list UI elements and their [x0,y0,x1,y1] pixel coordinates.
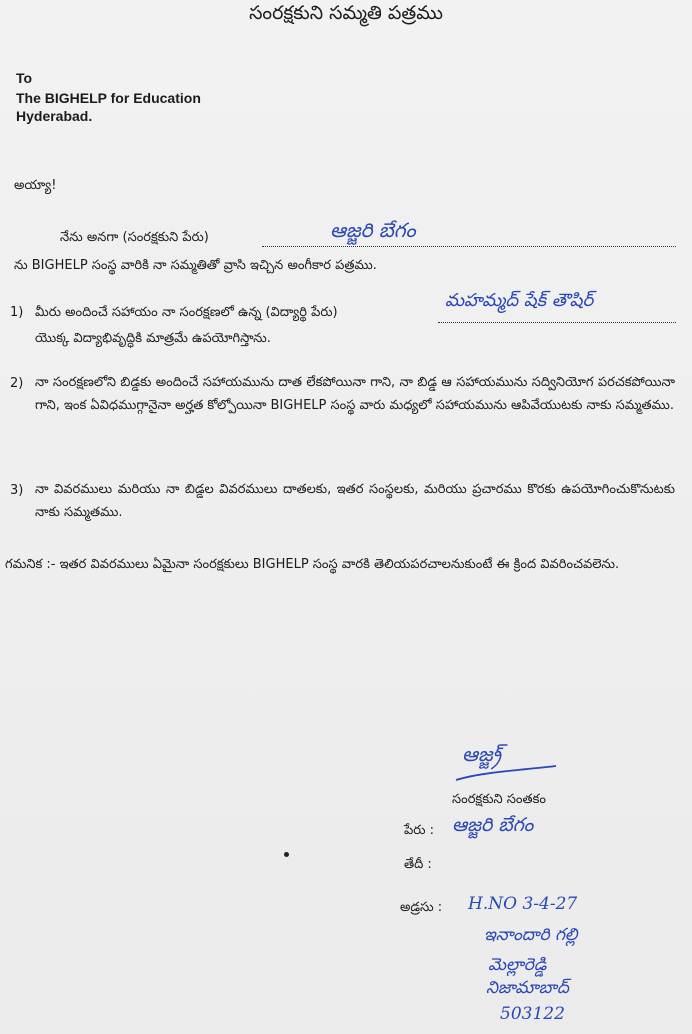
point-2-number: 2) [10,376,24,391]
guardian-name-handwritten: ఆజ్జరి బేగం [330,218,416,242]
address-line-1: H.NO 3-4-27 [468,894,578,914]
intro-line2: ను BIGHELP సంస్థ వారికి నా సమ్మతితో వ్రాసి ఇచ్చిన అంగీకార పత్రము. [14,258,377,273]
address-line-3: మెల్లారెడ్డి [488,955,547,975]
date-label: తేదీ : [404,857,432,872]
student-name-handwritten: మహమ్మద్ షేక్ తౌషిర్ [445,290,594,311]
address-line-4: నిజామాబాద్ [486,978,569,998]
guardian-signature: ఆజ్జ్ర్ [462,742,501,766]
ink-dot-mark [284,852,289,857]
name-value-handwritten: ఆజ్జరి బేగం [452,814,534,836]
note-text: గమనిక :- ఇతర వివరములు ఏమైనా సంరక్షకులు BIGHELP సంస్థ వారకి తెలియపరచాలనుకుంటే ఈ క్రింద వివరించవలెను. [5,557,620,572]
guardian-name-line [262,246,676,247]
signature-label: సంరక్షకుని సంతకం [452,792,546,807]
address-org: The BIGHELP for Education [16,90,201,106]
address-line-5: 503122 [500,1004,565,1024]
point-2-text: నా సంరక్షణలోని బిడ్డకు అందించే సహాయమును దాత లేకపోయినా గాని, నా బిడ్డ ఆ సహాయమును సద్వినియోగ పరచకపోయినా గాని, ఇంక ఏవిధముగ్గానైనా అర్హత కోల్పోయినా BIGHELP సంస్థ వారు మధ్యలో సహాయమును ఆపివేయుటకు నాకు సమ్మతము. [35,375,675,413]
intro-lead: నేను అనగా (సంరక్షకుని పేరు) [60,230,209,245]
name-label: పేరు : [404,823,434,838]
address-to: To [16,70,33,86]
point-1-number: 1) [10,305,24,320]
student-name-line [438,322,676,323]
document-title: సంరక్షకుని సమ్మతి పత్రము [249,2,443,24]
point-3-text: నా వివరములు మరియు నా బిడ్డల వివరములు దాతలకు, ఇతర సంస్థలకు, మరియు ప్రచారము కొరకు ఉపయోగించుకొనుటకు నాకు సమ్మతము. [35,482,675,520]
salutation: అయ్యా! [14,178,57,193]
signature-underline [452,758,562,786]
point-1-text-a: మీరు అందించే సహాయం నా సంరక్షణలో ఉన్న (విద్యార్థి పేరు) [35,305,338,320]
address-line-2: ఇనాందారి గల్లి [484,925,578,945]
point-1-text-b: యొక్క విద్యాభివృద్ధికి మాత్రమే ఉపయోగిస్తాను. [35,331,271,346]
address-city: Hyderabad. [16,108,93,124]
address-label: అడ్రసు : [400,900,443,915]
point-3-number: 3) [10,483,24,498]
